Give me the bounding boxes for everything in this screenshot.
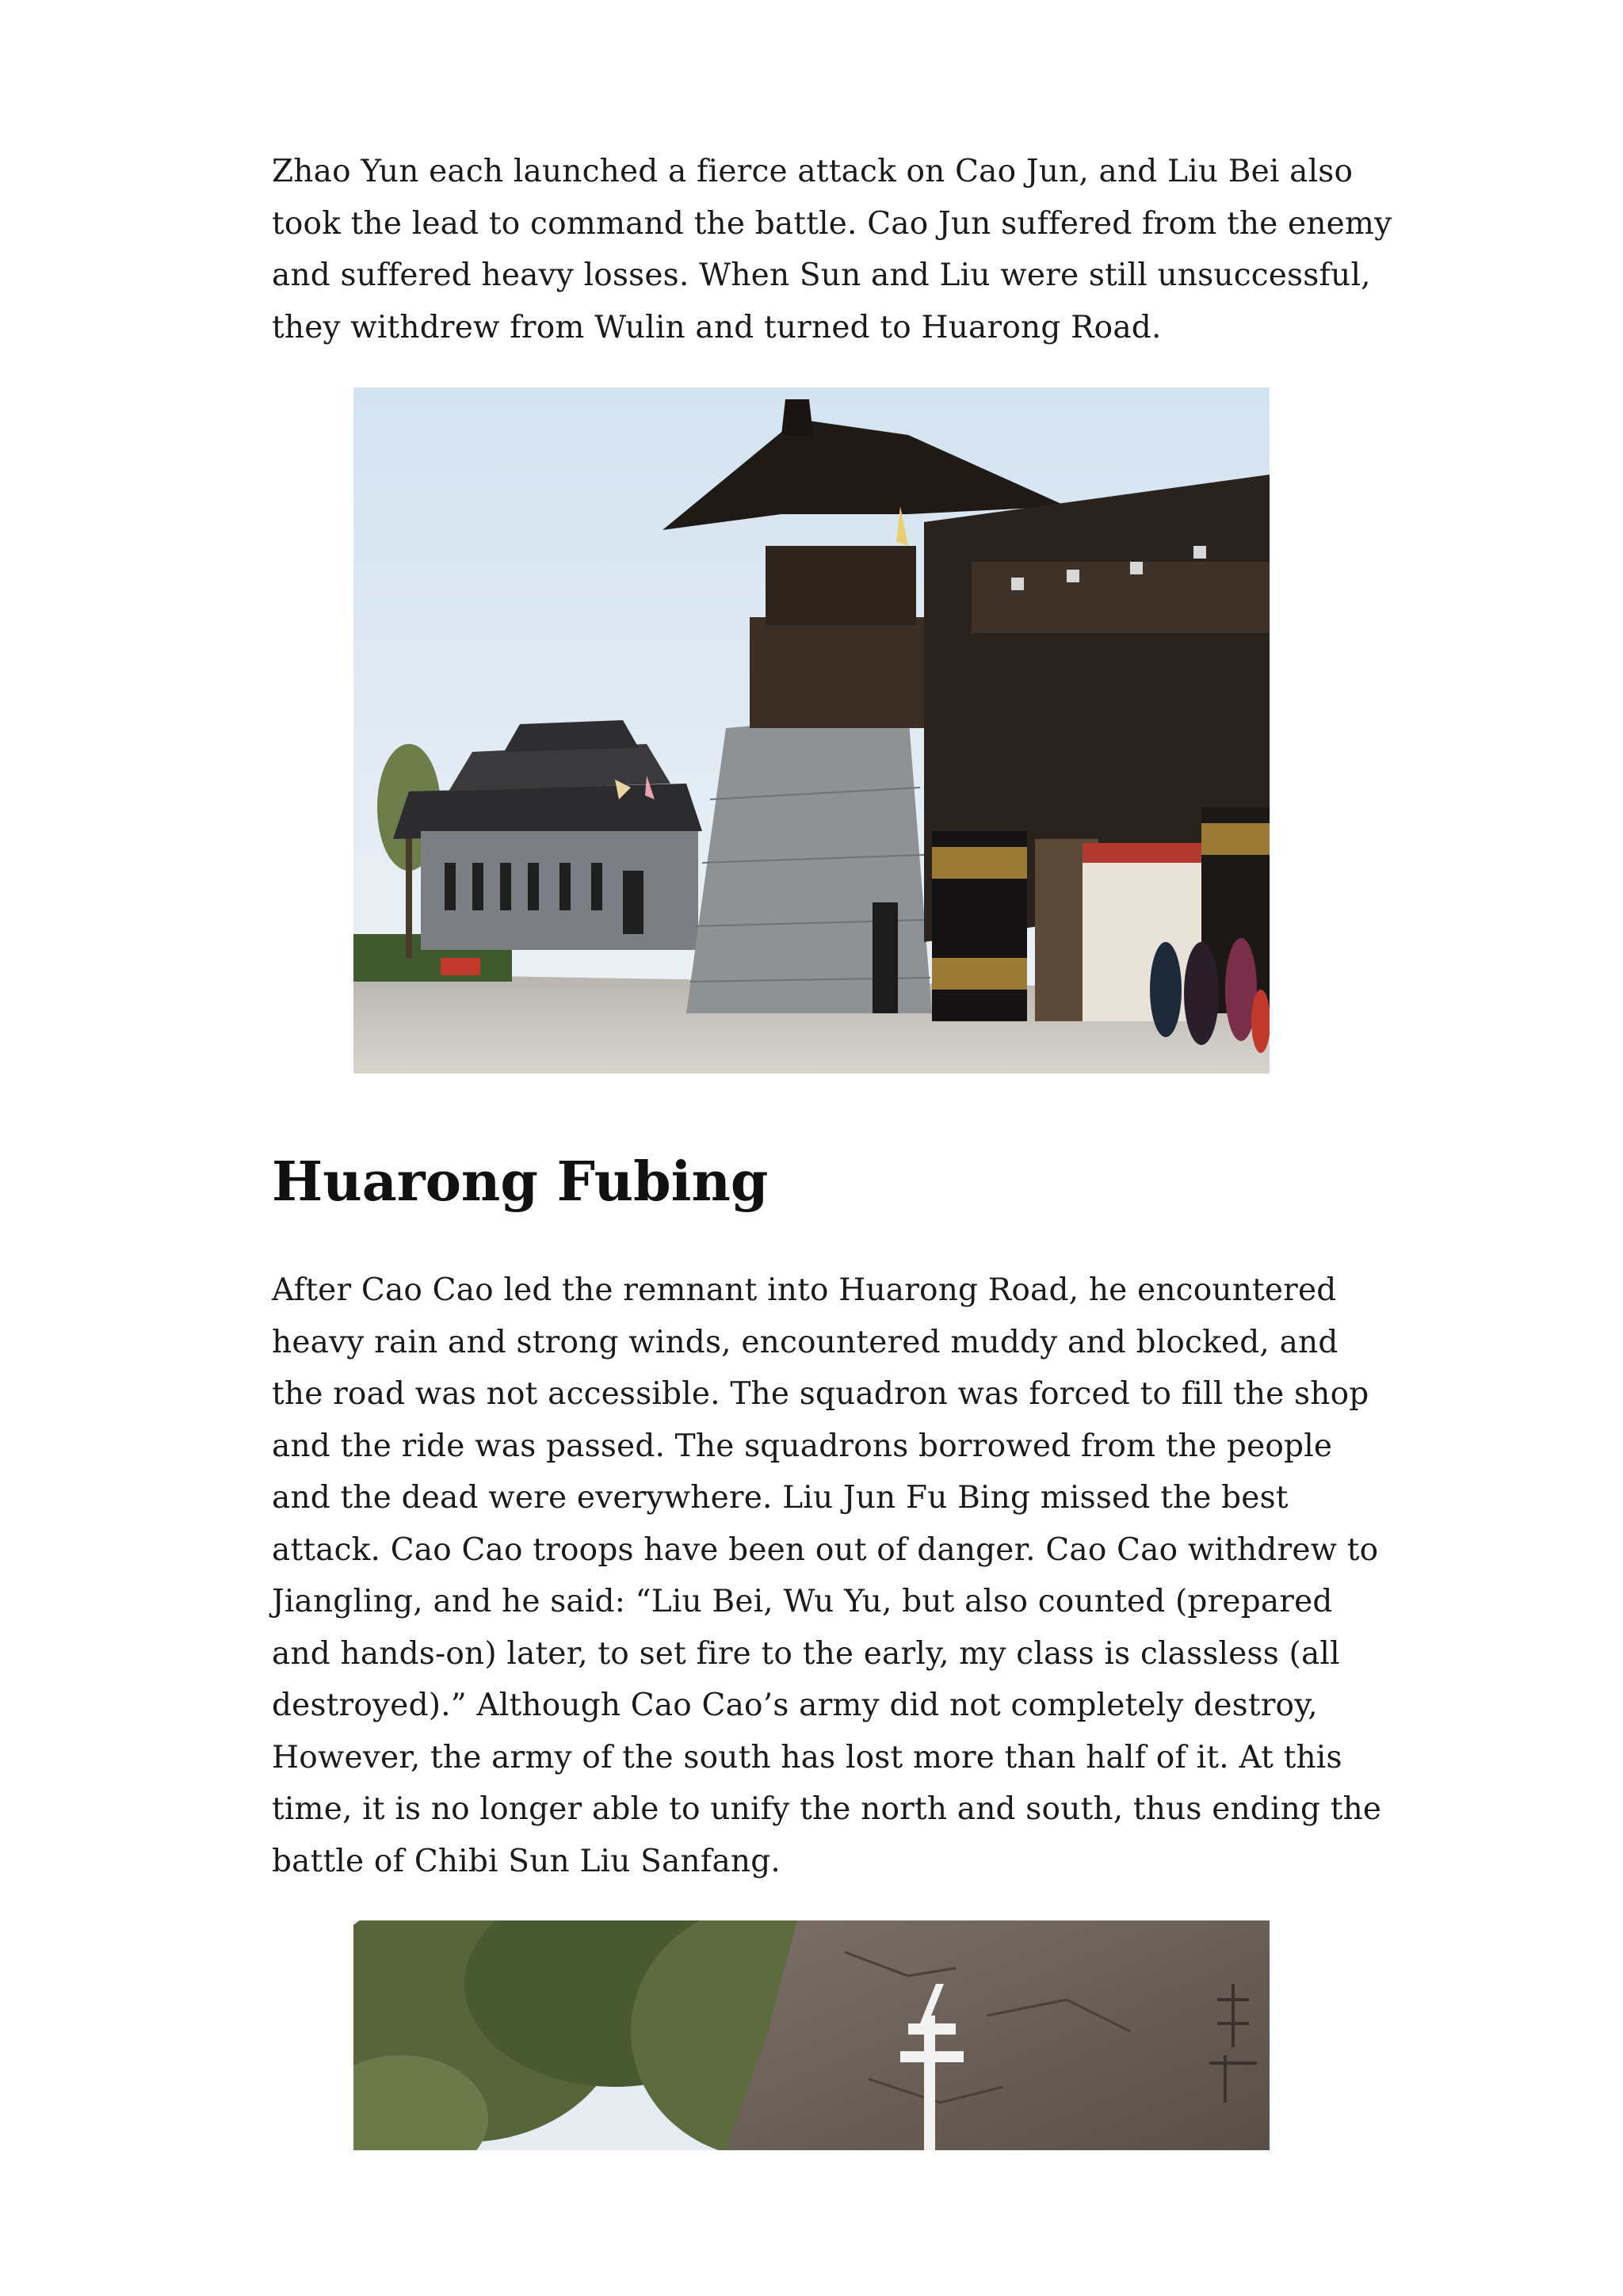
rock-carving-photo: [353, 1920, 1270, 2150]
watchtower-gate-illustration: [353, 387, 1270, 1074]
text-line: Zhao Yun each launched a fierce attack on Cao Jun, and Liu Bei also: [272, 154, 1354, 189]
rock-carving-illustration: [353, 1920, 1270, 2150]
text-line: the road was not accessible. The squadron was forced to fill the shop: [272, 1376, 1369, 1412]
text-line: and the ride was passed. The squadrons borrowed from the people: [272, 1428, 1333, 1464]
text-line: and the dead were everywhere. Liu Jun Fu Bing missed the best: [272, 1480, 1289, 1516]
text-line: time, it is no longer able to unify the north and south, thus ending the: [272, 1791, 1382, 1827]
section-heading: Huarong Fubing: [272, 1150, 769, 1214]
text-line: After Cao Cao led the remnant into Huarong Road, he encountered: [272, 1272, 1337, 1308]
text-line: and hands-on) later, to set fire to the early, my class is classless (all: [272, 1635, 1340, 1672]
text-line: they withdrew from Wulin and turned to Huarong Road.: [272, 309, 1162, 345]
text-line: and suffered heavy losses. When Sun and Liu were still unsuccessful,: [272, 257, 1371, 293]
text-line: Jiangling, and he said: “Liu Bei, Wu Yu, but also counted (prepared: [272, 1584, 1333, 1619]
paragraph-intro: [272, 146, 1392, 353]
text-line: destroyed).” Although Cao Cao’s army did not completely destroy,: [272, 1688, 1318, 1723]
text-line: battle of Chibi Sun Liu Sanfang.: [272, 1843, 781, 1879]
text-line: attack. Cao Cao troops have been out of danger. Cao Cao withdrew to: [272, 1531, 1379, 1568]
text-line: heavy rain and strong winds, encountered muddy and blocked, and: [272, 1324, 1338, 1360]
text-line: However, the army of the south has lost more than half of it. At this: [272, 1739, 1342, 1775]
watchtower-gate-photo: [353, 387, 1270, 1074]
paragraph-huarong: [272, 1264, 1382, 1887]
text-line: took the lead to command the battle. Cao Jun suffered from the enemy: [272, 205, 1392, 242]
